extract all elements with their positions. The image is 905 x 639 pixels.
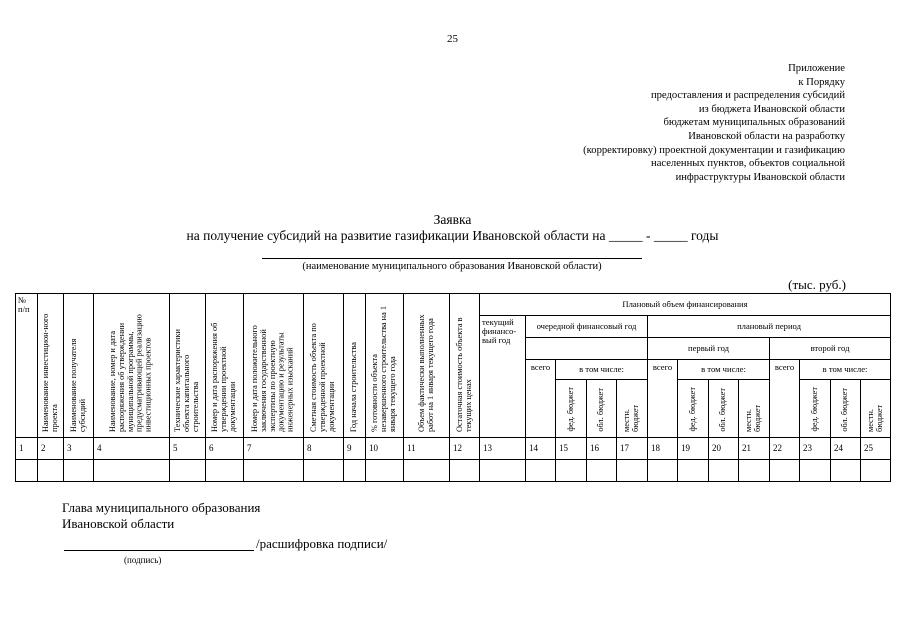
col-number: 4 (94, 438, 170, 460)
empty-cell (170, 460, 206, 482)
col-number: 16 (587, 438, 617, 460)
col-number: 24 (831, 438, 861, 460)
col-number: 21 (739, 438, 770, 460)
signature-caption: (подпись) (124, 555, 162, 565)
header-total-first: всего (648, 360, 678, 438)
empty-cell (16, 460, 38, 482)
empty-cell (587, 460, 617, 482)
empty-cell (709, 460, 739, 482)
empty-cell (366, 460, 404, 482)
units-label: (тыс. руб.) (788, 277, 846, 292)
empty-cell (64, 460, 94, 482)
appendix-line: предоставления и распределения субсидий (650, 90, 845, 102)
header-obl-second: обл. бюджет (831, 380, 861, 438)
empty-cell (244, 460, 304, 482)
header-col-3: Наименование получателя субсидий (64, 294, 94, 438)
col-number: 14 (526, 438, 556, 460)
col-number: 11 (404, 438, 450, 460)
header-col-7: Номер и дата положительного заключения государственной экспертизы по проектную документацию и результаты инженерных изысканий (244, 294, 304, 438)
column-number-row (16, 438, 891, 460)
header-second-year: второй год (770, 338, 891, 360)
col-number: 10 (366, 438, 404, 460)
header-col-10: % готовности объекта незавершенного строительства на 1 января текущего года (366, 294, 404, 438)
col-number: 18 (648, 438, 678, 460)
empty-data-row (16, 460, 891, 482)
col-number: 19 (678, 438, 709, 460)
header-mest-second: местн. бюджет (861, 380, 891, 438)
empty-cell (617, 460, 648, 482)
header-incl-first: в том числе: (678, 360, 770, 380)
header-fed-next: фед. бюджет (556, 380, 587, 438)
empty-cell (344, 460, 366, 482)
empty-cell (94, 460, 170, 482)
header-current-year: текущий финансо-вый год (480, 316, 526, 438)
header-obl-next: обл. бюджет (587, 380, 617, 438)
appendix-block (583, 62, 845, 184)
empty-cell (304, 460, 344, 482)
appendix-line: Ивановской области на разработку (688, 130, 845, 142)
col-number: 15 (556, 438, 587, 460)
appendix-line: бюджетам муниципальных образований (663, 117, 845, 129)
col-number: 1 (16, 438, 38, 460)
header-mest-next: местн. бюджет (617, 380, 648, 438)
header-col-1: № п/п (16, 294, 38, 438)
header-fed-first: фед. бюджет (678, 380, 709, 438)
col-number: 3 (64, 438, 94, 460)
empty-cell (678, 460, 709, 482)
header-total-next: всего (526, 360, 556, 438)
col-number: 20 (709, 438, 739, 460)
header-total-second: всего (770, 360, 800, 438)
header-col-9: Год начала строительства (344, 294, 366, 438)
header-col-6: Номер и дата распоряжения об утверждении проектной документации (206, 294, 244, 438)
empty-cell (648, 460, 678, 482)
col-number: 7 (244, 438, 304, 460)
header-incl-next: в том числе: (556, 360, 648, 380)
appendix-line: населенных пунктов, объектов социальной (651, 158, 845, 170)
empty-cell (739, 460, 770, 482)
appendix-line: (корректировку) проектной документации и газификацию (583, 144, 845, 156)
header-next-year-spacer (526, 338, 648, 360)
empty-cell (38, 460, 64, 482)
empty-cell (800, 460, 831, 482)
header-col-12: Остаточная стоимость объекта в текущих ценах (450, 294, 480, 438)
empty-cell (556, 460, 587, 482)
empty-cell (526, 460, 556, 482)
header-plan-period: плановый период (648, 316, 891, 338)
empty-cell (770, 460, 800, 482)
empty-cell (480, 460, 526, 482)
header-col-8: Сметная стоимость объекта по утвержденной проектной документации (304, 294, 344, 438)
header-fed-second: фед. бюджет (800, 380, 831, 438)
col-number: 6 (206, 438, 244, 460)
header-planned: Плановый объем финансирования (480, 294, 891, 316)
col-number: 23 (800, 438, 831, 460)
empty-cell (450, 460, 480, 482)
appendix-line: из бюджета Ивановской области (698, 103, 845, 115)
col-number: 5 (170, 438, 206, 460)
application-table (15, 293, 891, 482)
signature-line (64, 550, 254, 551)
header-col-11: Объем фактически выполненных работ на 1 января текущего года (404, 294, 450, 438)
empty-cell (831, 460, 861, 482)
signature-decoding: /расшифровка подписи/ (256, 536, 388, 551)
appendix-line: к Порядку (798, 76, 845, 88)
document-title (0, 212, 905, 244)
empty-cell (861, 460, 891, 482)
title-line-1: Заявка (433, 212, 472, 227)
municipality-underline (262, 258, 642, 259)
col-number: 8 (304, 438, 344, 460)
empty-cell (404, 460, 450, 482)
empty-cell (206, 460, 244, 482)
header-obl-first: обл. бюджет (709, 380, 739, 438)
head-line-2: Ивановской области (62, 516, 175, 531)
header-mest-first: местн. бюджет (739, 380, 770, 438)
header-col-4: Наименование, номер и дата распоряжения об утверждении муниципальной программы, предусматривающей реализацию инвестиционных проектов (94, 294, 170, 438)
appendix-line: Приложение (788, 63, 845, 74)
head-title (62, 500, 260, 532)
page-number: 25 (447, 33, 458, 45)
header-next-year: очередной финансовый год (526, 316, 648, 338)
col-number: 13 (480, 438, 526, 460)
municipality-caption: (наименование муниципального образования Ивановской области) (302, 261, 602, 272)
header-col-5: Технические характеристики объекта капитального строительства (170, 294, 206, 438)
col-number: 17 (617, 438, 648, 460)
col-number: 2 (38, 438, 64, 460)
header-first-year: первый год (648, 338, 770, 360)
head-line-1: Глава муниципального образования (62, 500, 261, 515)
header-incl-second: в том числе: (800, 360, 891, 380)
col-number: 9 (344, 438, 366, 460)
col-number: 25 (861, 438, 891, 460)
title-line-2: на получение субсидий на развитие газификации Ивановской области на _____ - _____ годы (186, 228, 719, 243)
col-number: 22 (770, 438, 800, 460)
col-number: 12 (450, 438, 480, 460)
header-col-2: Наименование инвестицион-ного проекта (38, 294, 64, 438)
appendix-line: инфраструктуры Ивановской области (675, 171, 845, 183)
